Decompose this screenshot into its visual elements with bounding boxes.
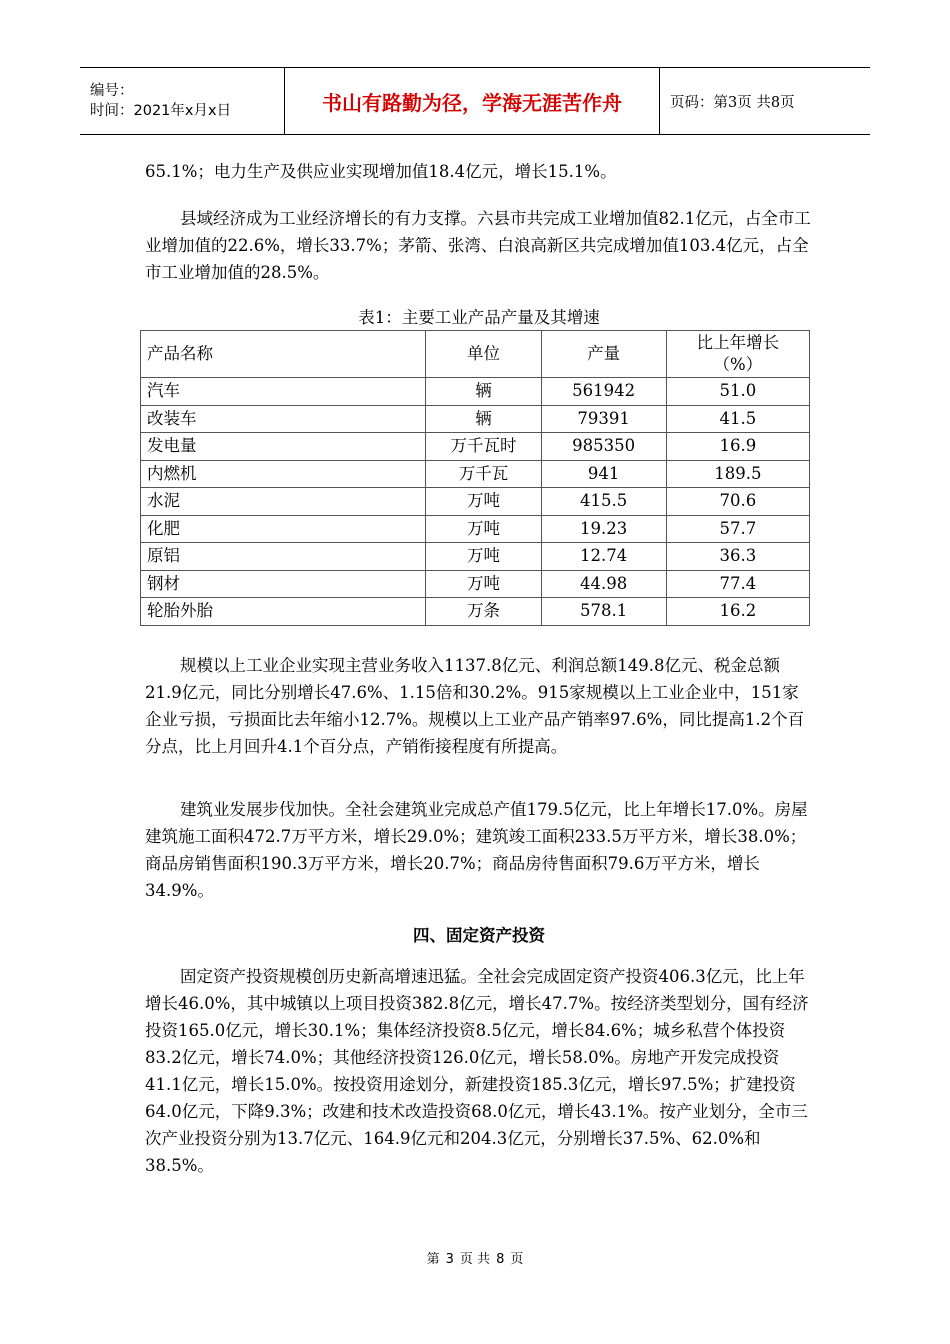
header-growth-line2: （%） (713, 355, 763, 374)
table-row (141, 515, 810, 543)
header-page-number (660, 68, 870, 134)
cell-output: 44.98 (541, 570, 666, 598)
paragraph-fixed-assets: 固定资产投资规模创历史新高增速迅猛。全社会完成固定资产投资406.3亿元，比上年增长46.0%，其中城镇以上项目投资382.8亿元，增长47.7%。按经济类型划分，国有经济投资165.0亿元，增长30.1%；集体经济投资8.5亿元，增长84.6%；城乡私营个体投资83.2亿元，增长74.0%；其他经济投资126.0亿元，增长58.0%。房地产开发完成投资41.1亿元，增长15.0%。按投资用途划分，新建投资185.3亿元，增长97.5%；扩建投资64.0亿元，下降9.3%；改建和技术改造投资68.0亿元，增长43.1%。按产业划分，全市三次产业投资分别为13.7亿元、164.9亿元和204.3亿元，分别增长37.5%、62.0%和38.5%。 (145, 967, 809, 1175)
table-row (141, 598, 810, 626)
cell-unit: 万条 (426, 598, 541, 626)
section-title: 四、固定资产投资 (413, 926, 545, 945)
paragraph-continuation: 65.1%；电力生产及供应业实现增加值18.4亿元，增长15.1%。 (145, 162, 617, 181)
header-unit: 单位 (426, 331, 541, 378)
cell-growth: 36.3 (666, 543, 809, 571)
table-row (141, 433, 810, 461)
header-growth-line1: 比上年增长 (696, 333, 780, 352)
cell-product: 汽车 (141, 378, 426, 406)
cell-product: 发电量 (141, 433, 426, 461)
header-meta (80, 68, 285, 134)
cell-output: 561942 (541, 378, 666, 406)
table-row (141, 570, 810, 598)
cell-product: 轮胎外胎 (141, 598, 426, 626)
page-total: 8 (770, 94, 781, 111)
cell-output: 415.5 (541, 488, 666, 516)
header-output: 产量 (541, 331, 666, 378)
cell-output: 19.23 (541, 515, 666, 543)
table-caption: 表1：主要工业产品产量及其增速 (358, 308, 600, 327)
table-row (141, 488, 810, 516)
cell-unit: 万吨 (426, 543, 541, 571)
cell-product: 改装车 (141, 405, 426, 433)
page-header (80, 67, 870, 135)
footer-prefix: 第 (426, 1252, 440, 1267)
header-growth (666, 331, 809, 378)
page-number-line (670, 91, 870, 112)
code-label: 编号： (90, 83, 134, 99)
header-motto (285, 68, 660, 134)
cell-product: 钢材 (141, 570, 426, 598)
time-line (90, 101, 284, 121)
paragraph-county-economy: 县域经济成为工业经济增长的有力支撑。六县市共完成工业增加值82.1亿元，占全市工业增加值的22.6%，增长33.7%；茅箭、张湾、白浪高新区共完成增加值103.4亿元，占全市工业增加值的28.5%。 (145, 209, 811, 282)
cell-product: 化肥 (141, 515, 426, 543)
cell-unit: 辆 (426, 378, 541, 406)
cell-growth: 70.6 (666, 488, 809, 516)
cell-unit: 万千瓦 (426, 460, 541, 488)
cell-unit: 万吨 (426, 488, 541, 516)
cell-unit: 辆 (426, 405, 541, 433)
cell-growth: 16.9 (666, 433, 809, 461)
footer-current: 3 (445, 1252, 454, 1267)
cell-output: 578.1 (541, 598, 666, 626)
time-value: 2021年x月x日 (133, 103, 232, 119)
page-footer (0, 1248, 950, 1267)
cell-product: 内燃机 (141, 460, 426, 488)
cell-growth: 51.0 (666, 378, 809, 406)
cell-product: 水泥 (141, 488, 426, 516)
header-product-name: 产品名称 (141, 331, 426, 378)
table-row (141, 460, 810, 488)
industrial-products-table (140, 330, 810, 626)
footer-suffix: 页 (510, 1252, 524, 1267)
page-label: 页码：第 (670, 94, 728, 111)
cell-unit: 万吨 (426, 515, 541, 543)
page-end: 页 (780, 94, 795, 111)
footer-total: 8 (496, 1252, 505, 1267)
motto-text: 书山有路勤为径，学海无涯苦作舟 (322, 90, 622, 115)
table-row (141, 378, 810, 406)
cell-product: 原铝 (141, 543, 426, 571)
table-row (141, 543, 810, 571)
table-header-row (141, 331, 810, 378)
cell-output: 12.74 (541, 543, 666, 571)
page-mid: 页 共 (737, 94, 771, 111)
table-row (141, 405, 810, 433)
cell-unit: 万千瓦时 (426, 433, 541, 461)
cell-growth: 77.4 (666, 570, 809, 598)
cell-output: 79391 (541, 405, 666, 433)
cell-growth: 41.5 (666, 405, 809, 433)
cell-growth: 57.7 (666, 515, 809, 543)
cell-unit: 万吨 (426, 570, 541, 598)
footer-mid: 页 共 (459, 1252, 491, 1267)
time-label: 时间： (90, 103, 134, 119)
cell-growth: 189.5 (666, 460, 809, 488)
cell-output: 941 (541, 460, 666, 488)
paragraph-construction: 建筑业发展步伐加快。全社会建筑业完成总产值179.5亿元，比上年增长17.0%。房屋建筑施工面积472.7万平方米，增长29.0%；建筑竣工面积233.5万平方米，增长38.0%；商品房销售面积190.3万平方米，增长20.7%；商品房待售面积79.6万平方米，增长34.9%。 (145, 800, 808, 900)
paragraph-enterprises: 规模以上工业企业实现主营业务收入1137.8亿元、利润总额149.8亿元、税金总额21.9亿元，同比分别增长47.6%、1.15倍和30.2%。915家规模以上工业企业中，151家企业亏损，亏损面比去年缩小12.7%。规模以上工业产品产销率97.6%，同比提高1.2个百分点，比上月回升4.1个百分点，产销衔接程度有所提高。 (145, 656, 805, 756)
cell-output: 985350 (541, 433, 666, 461)
cell-growth: 16.2 (666, 598, 809, 626)
page-current: 3 (728, 94, 738, 111)
